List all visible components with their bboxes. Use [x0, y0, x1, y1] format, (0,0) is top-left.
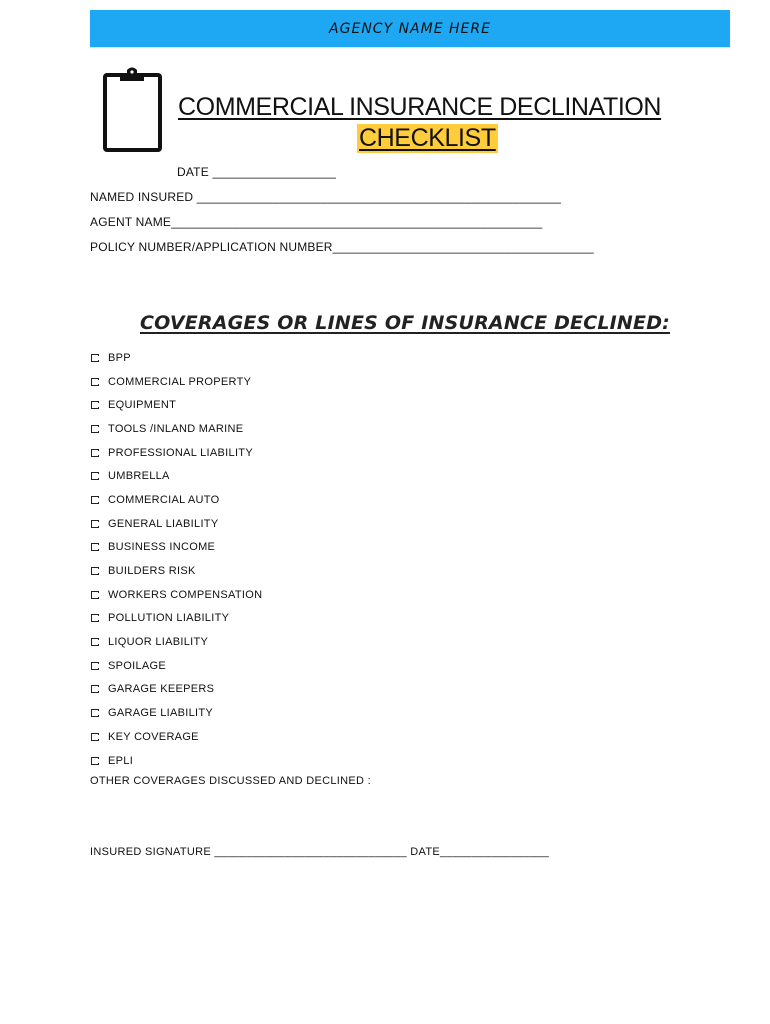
checkbox-icon[interactable]	[91, 614, 99, 622]
coverage-item[interactable]	[90, 559, 262, 583]
checkbox-icon[interactable]	[91, 520, 99, 528]
coverage-item[interactable]	[90, 630, 262, 654]
coverage-label: GENERAL LIABILITY	[108, 517, 219, 530]
coverage-label: BUSINESS INCOME	[108, 541, 216, 554]
policy-number-field[interactable]: POLICY NUMBER/APPLICATION NUMBER______________________________________	[90, 240, 594, 254]
coverage-label: POLLUTION LIABILITY	[108, 612, 230, 625]
other-coverages-label: OTHER COVERAGES DISCUSSED AND DECLINED :	[90, 775, 371, 787]
coverage-item[interactable]	[90, 583, 262, 607]
coverage-label: COMMERCIAL PROPERTY	[108, 375, 252, 388]
insured-signature-line[interactable]: INSURED SIGNATURE ______________________________ DATE_________________	[90, 846, 550, 858]
agency-banner	[90, 10, 730, 47]
checkbox-icon[interactable]	[91, 709, 99, 717]
agent-name-field[interactable]: AGENT NAME______________________________________________________	[90, 215, 543, 229]
coverage-item[interactable]	[90, 488, 262, 512]
checkbox-icon[interactable]	[91, 401, 99, 409]
coverage-item[interactable]	[90, 441, 262, 465]
coverage-label: EPLI	[108, 754, 134, 767]
coverage-item[interactable]	[90, 370, 262, 394]
coverage-item[interactable]	[90, 417, 262, 441]
coverage-item[interactable]	[90, 654, 262, 678]
coverage-checklist	[90, 346, 262, 772]
coverage-item[interactable]	[90, 678, 262, 702]
coverage-item[interactable]	[90, 607, 262, 631]
coverage-item[interactable]	[90, 701, 262, 725]
checkbox-icon[interactable]	[91, 567, 99, 575]
checkbox-icon[interactable]	[91, 496, 99, 504]
coverage-label: BUILDERS RISK	[108, 565, 196, 578]
coverage-label: LIQUOR LIABILITY	[108, 636, 209, 649]
coverage-item[interactable]	[90, 393, 262, 417]
coverages-heading: COVERAGES OR LINES OF INSURANCE DECLINED:	[140, 312, 670, 334]
coverage-label: COMMERCIAL AUTO	[108, 493, 220, 506]
clipboard-icon	[100, 66, 164, 154]
coverage-label: UMBRELLA	[108, 470, 170, 483]
coverage-item[interactable]	[90, 512, 262, 536]
coverage-label: BPP	[108, 351, 131, 364]
checkbox-icon[interactable]	[91, 354, 99, 362]
checkbox-icon[interactable]	[91, 638, 99, 646]
coverage-label: TOOLS /INLAND MARINE	[108, 422, 244, 435]
named-insured-field[interactable]: NAMED INSURED _____________________________________________________	[90, 190, 562, 204]
agency-name: AGENCY NAME HERE	[329, 20, 491, 37]
checkbox-icon[interactable]	[91, 685, 99, 693]
coverage-label: WORKERS COMPENSATION	[108, 588, 263, 601]
coverage-item[interactable]	[90, 536, 262, 560]
coverage-label: SPOILAGE	[108, 659, 167, 672]
coverage-label: GARAGE KEEPERS	[108, 683, 215, 696]
coverage-label: GARAGE LIABILITY	[108, 707, 214, 720]
coverage-item[interactable]	[90, 464, 262, 488]
coverage-label: KEY COVERAGE	[108, 730, 199, 743]
checkbox-icon[interactable]	[91, 425, 99, 433]
coverage-label: EQUIPMENT	[108, 399, 177, 412]
checkbox-icon[interactable]	[91, 378, 99, 386]
checkbox-icon[interactable]	[91, 662, 99, 670]
coverage-item[interactable]	[90, 725, 262, 749]
checkbox-icon[interactable]	[91, 449, 99, 457]
date-field[interactable]: DATE __________________	[177, 165, 337, 179]
checkbox-icon[interactable]	[91, 591, 99, 599]
page-title-line-2: CHECKLIST	[359, 124, 496, 152]
checkbox-icon[interactable]	[91, 543, 99, 551]
page-title-line-1: COMMERCIAL INSURANCE DECLINATION	[178, 93, 662, 121]
coverage-item[interactable]	[90, 346, 262, 370]
coverage-item[interactable]	[90, 749, 262, 773]
coverage-label: PROFESSIONAL LIABILITY	[108, 446, 253, 459]
checkbox-icon[interactable]	[91, 472, 99, 480]
checkbox-icon[interactable]	[91, 757, 99, 765]
checkbox-icon[interactable]	[91, 733, 99, 741]
